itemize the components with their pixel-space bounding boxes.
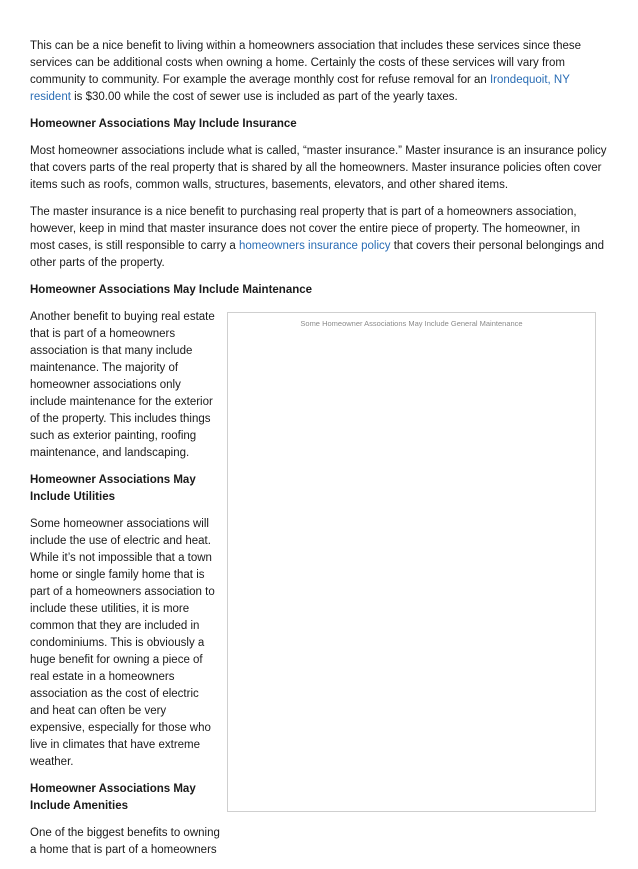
- insurance-text: The master insurance is a nice benefit to purchasing real property that is part of a homeowners association, however, keep in mind that master insurance does not cover the entire piece of property. The homeowner, in most cases, is still responsible to carry a: [30, 206, 580, 252]
- amenities-heading: Homeowner Associations May Include Amenities: [30, 783, 196, 812]
- figure-caption: Some Homeowner Associations May Include General Maintenance: [300, 319, 523, 328]
- maintenance-paragraph: Another benefit to buying real estate that is part of a homeowners association is that many include maintenance. The majority of homeowner associations only include maintenance for the exterior of the property. This includes things such as exterior painting, roofing maintenance, and landscaping.: [30, 311, 215, 459]
- document-page: [30, 38, 608, 869]
- insurance-paragraph-2: [30, 204, 608, 272]
- maintenance-image-frame: [227, 312, 596, 812]
- insurance-paragraph-1: Most homeowner associations include what is called, “master insurance.” Master insurance is an insurance policy that covers parts of the real property that is shared by all the homeowners. Master insurance policies often cover items such as roofs, common walls, structures, basements, elevators, and other shared items.: [30, 145, 607, 191]
- utilities-heading: Homeowner Associations May Include Utilities: [30, 474, 196, 503]
- intro-paragraph: [30, 38, 608, 106]
- insurance-text-end: that covers their personal belongings and other parts of the property.: [30, 240, 605, 269]
- left-column: [30, 309, 220, 859]
- utilities-paragraph: Some homeowner associations will include the use of electric and heat. While it’s not impossible that a town home or single family home that is part of a homeowners association to include these utilities, it is more common that they are included in condominiums. This is obviously a huge benefit for owning a piece of real estate in a homeowners association as the cost of electric and heat can often be very expensive, especially for those who live in climates that have extreme weather.: [30, 518, 215, 768]
- intro-text-end: is $30.00 while the cost of sewer use is included as part of the yearly taxes.: [70, 91, 458, 103]
- amenities-paragraph: One of the biggest benefits to owning a home that is part of a homeowners: [30, 827, 220, 856]
- irondequoit-link[interactable]: Irondequoit, NY resident: [30, 74, 570, 103]
- maintenance-section: [30, 309, 608, 859]
- intro-text: This can be a nice benefit to living within a homeowners association that includes these services since these services can be additional costs when owning a home. Certainly the costs of these services will vary from community to community. For example the average monthly cost for refuse removal for an: [30, 40, 582, 86]
- homeowners-insurance-link[interactable]: homeowners insurance policy: [239, 240, 391, 252]
- insurance-heading: Homeowner Associations May Include Insurance: [30, 118, 297, 130]
- maintenance-heading: Homeowner Associations May Include Maintenance: [30, 284, 313, 296]
